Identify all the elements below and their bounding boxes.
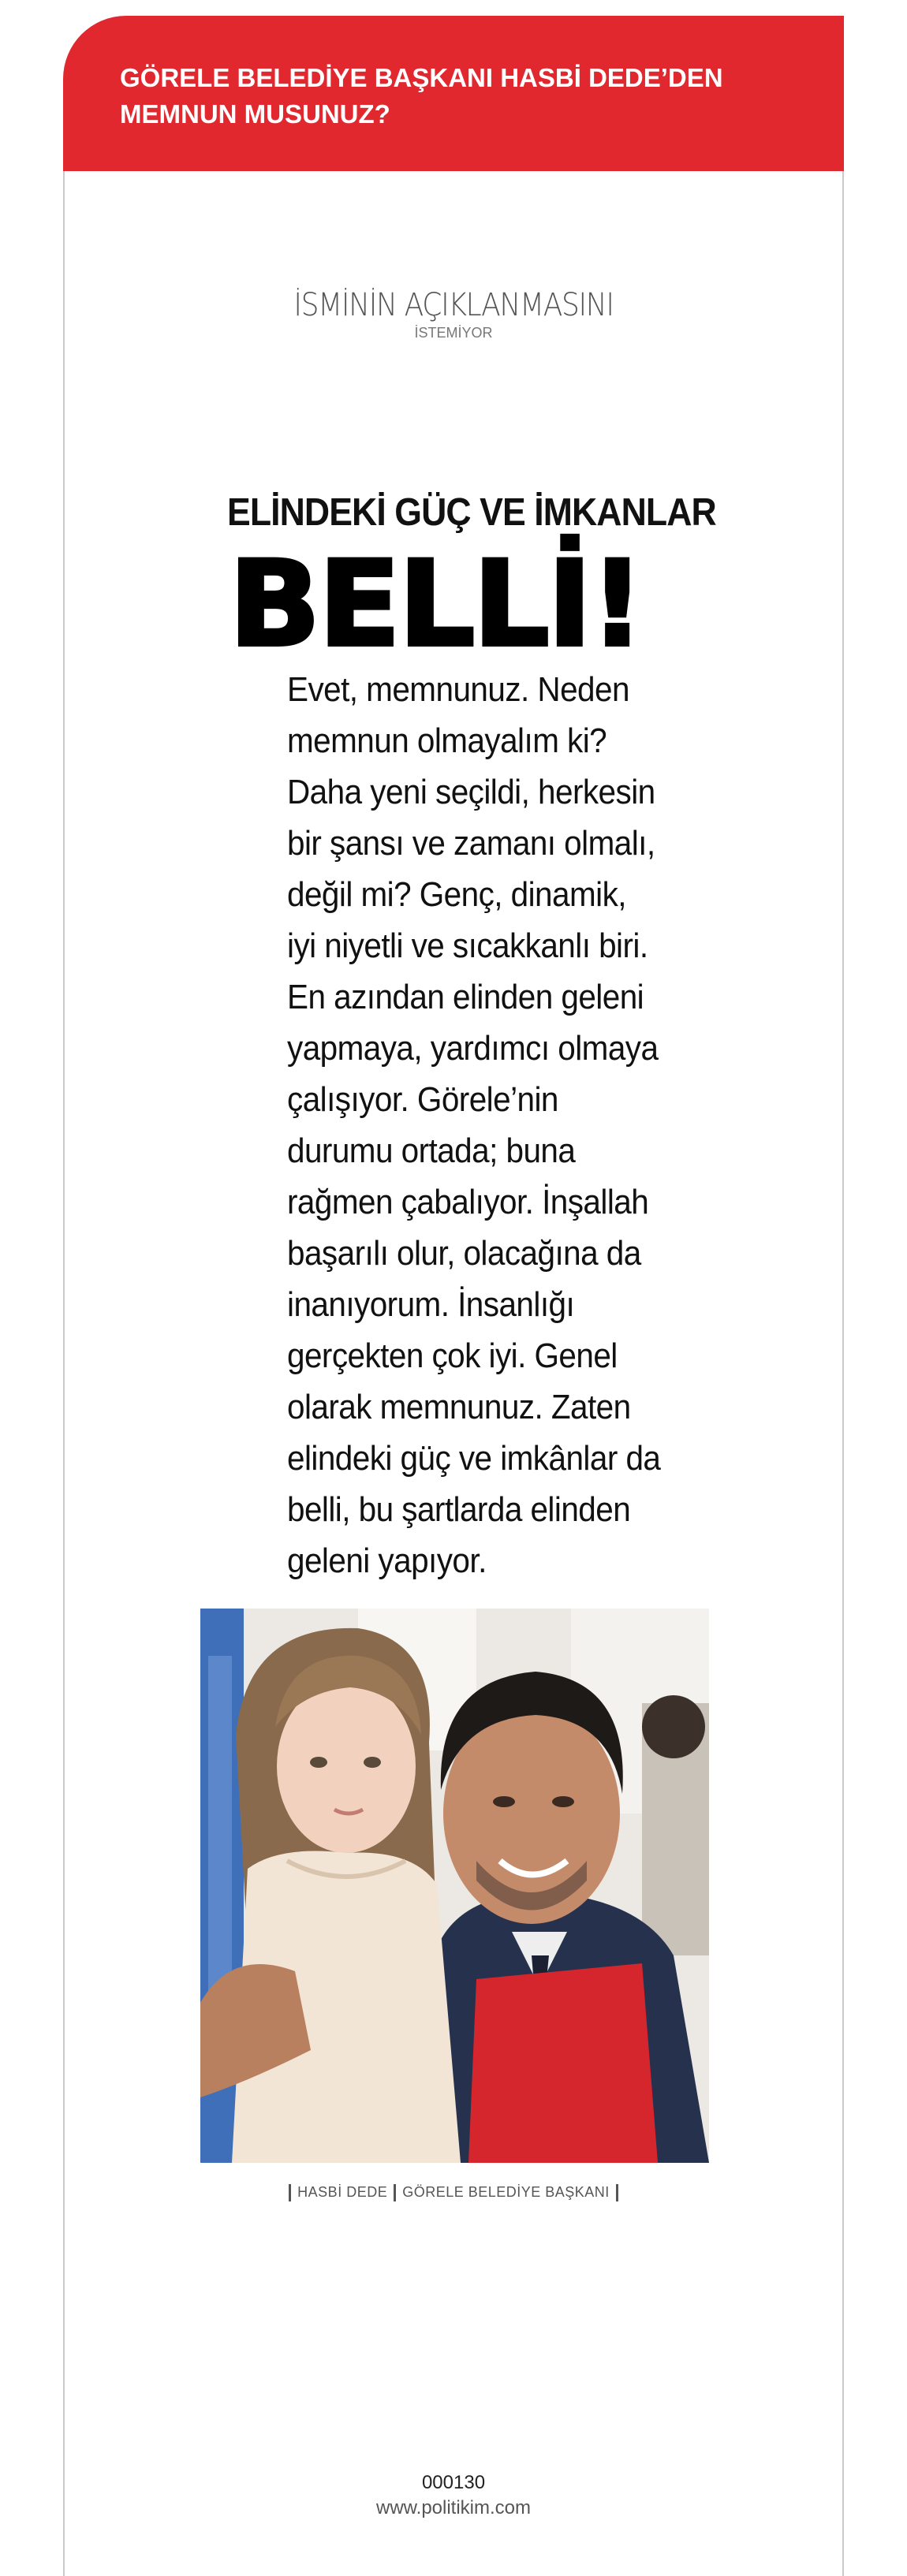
caption-divider <box>394 2184 396 2201</box>
article-body-line: En azından elinden geleni <box>287 978 644 1016</box>
article-kicker: ELİNDEKİ GÜÇ VE İMKANLAR <box>227 491 716 534</box>
article-headline: BELLİ! <box>229 536 643 673</box>
article-body-line: elindeki güç ve imkânlar da <box>287 1439 661 1478</box>
caption-divider <box>289 2184 291 2201</box>
caption-name: HASBİ DEDE <box>297 2184 388 2200</box>
source-subtitle: İSTEMİYOR <box>414 325 493 341</box>
caption-divider <box>616 2184 618 2201</box>
article-body-line: durumu ortada; buna <box>287 1131 576 1170</box>
source-block <box>0 288 907 341</box>
article-body-line: Evet, memnunuz. Neden <box>287 670 629 709</box>
page-footer <box>0 2471 907 2520</box>
article-body-line: değil mi? Genç, dinamik, <box>287 875 626 914</box>
article-photo <box>200 1609 709 2163</box>
page-title: GÖRELE BELEDİYE BAŞKANI HASBİ DEDE’DEN MEMNUN MUSUNUZ? <box>120 63 723 129</box>
article-body-line: olarak memnunuz. Zaten <box>287 1388 631 1426</box>
photo-illustration <box>200 1609 709 2163</box>
article-body-line: memnun olmayalım ki? <box>287 721 607 760</box>
article-body-line: geleni yapıyor. <box>287 1541 487 1580</box>
page-number: 000130 <box>421 2472 486 2493</box>
article-body-line: iyi niyetli ve sıcakkanlı biri. <box>287 926 648 965</box>
right-frame-line <box>842 170 844 2576</box>
left-frame-line <box>63 170 65 2576</box>
article-body-line: belli, bu şartlarda elinden <box>287 1490 631 1529</box>
photo-caption <box>0 2183 907 2201</box>
article-body-line: rağmen çabalıyor. İnşallah <box>287 1183 649 1221</box>
article-body-line: başarılı olur, olacağına da <box>287 1234 641 1273</box>
article-body-line: inanıyorum. İnsanlığı <box>287 1285 575 1324</box>
header-banner <box>63 16 844 171</box>
article-body-line: Daha yeni seçildi, herkesin <box>287 773 655 811</box>
site-url: www.politikim.com <box>375 2497 532 2518</box>
article-body-line: bir şansı ve zamanı olmalı, <box>287 824 655 863</box>
article-body <box>287 664 697 1586</box>
source-name: İSMİNİN AÇIKLANMASINI <box>293 287 614 323</box>
article-body-line: çalışıyor. Görele’nin <box>287 1080 558 1119</box>
caption-title: GÖRELE BELEDİYE BAŞKANI <box>402 2184 610 2200</box>
article-body-line: yapmaya, yardımcı olmaya <box>287 1029 659 1068</box>
article-body-line: gerçekten çok iyi. Genel <box>287 1336 618 1375</box>
